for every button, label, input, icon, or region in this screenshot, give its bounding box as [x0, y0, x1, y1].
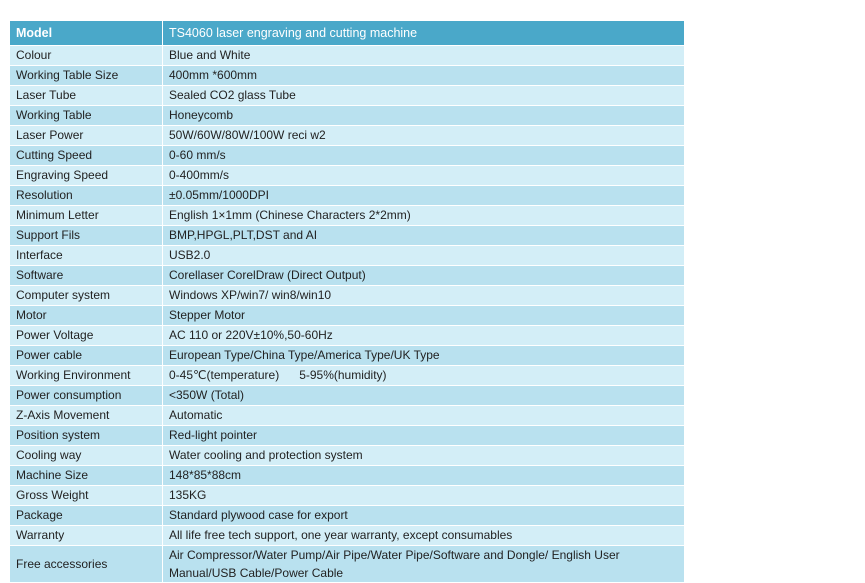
spec-value: 0-45℃(temperature) 5-95%(humidity) [163, 366, 685, 386]
table-row [10, 386, 685, 406]
table-row [10, 166, 685, 186]
table-row [10, 146, 685, 166]
spec-label: Z-Axis Movement [10, 406, 163, 426]
header-value-cell: TS4060 laser engraving and cutting machine [163, 21, 685, 46]
spec-label: Machine Size [10, 466, 163, 486]
table-row [10, 106, 685, 126]
spec-label: Package [10, 506, 163, 526]
table-row [10, 426, 685, 446]
spec-value: 0-60 mm/s [163, 146, 685, 166]
table-row [10, 46, 685, 66]
spec-value: Standard plywood case for export [163, 506, 685, 526]
spec-value: USB2.0 [163, 246, 685, 266]
table-row [10, 306, 685, 326]
spec-label: Power consumption [10, 386, 163, 406]
table-row [10, 366, 685, 386]
table-header-row [10, 21, 685, 46]
spec-value: European Type/China Type/America Type/UK Type [163, 346, 685, 366]
table-row [10, 466, 685, 486]
spec-label: Gross Weight [10, 486, 163, 506]
table-row [10, 246, 685, 266]
spec-value: Red-light pointer [163, 426, 685, 446]
spec-label: Interface [10, 246, 163, 266]
spec-label: Colour [10, 46, 163, 66]
spec-label: Free accessories [10, 546, 163, 583]
spec-label: Cooling way [10, 446, 163, 466]
spec-value: Blue and White [163, 46, 685, 66]
spec-value: 50W/60W/80W/100W reci w2 [163, 126, 685, 146]
spec-value: Stepper Motor [163, 306, 685, 326]
spec-value: 148*85*88cm [163, 466, 685, 486]
table-row [10, 546, 685, 583]
spec-value: 135KG [163, 486, 685, 506]
table-row [10, 446, 685, 466]
spec-label: Resolution [10, 186, 163, 206]
table-row [10, 486, 685, 506]
table-row [10, 326, 685, 346]
spec-value: Honeycomb [163, 106, 685, 126]
table-row [10, 406, 685, 426]
spec-label: Motor [10, 306, 163, 326]
table-row [10, 226, 685, 246]
spec-label: Power Voltage [10, 326, 163, 346]
spec-label: Software [10, 266, 163, 286]
spec-label: Working Environment [10, 366, 163, 386]
spec-label: Working Table Size [10, 66, 163, 86]
table-row [10, 186, 685, 206]
spec-label: Working Table [10, 106, 163, 126]
spec-label: Laser Tube [10, 86, 163, 106]
spec-value: 0-400mm/s [163, 166, 685, 186]
spec-label: Computer system [10, 286, 163, 306]
spec-value: Windows XP/win7/ win8/win10 [163, 286, 685, 306]
table-row [10, 66, 685, 86]
table-row [10, 506, 685, 526]
spec-value: All life free tech support, one year warranty, except consumables [163, 526, 685, 546]
table-row [10, 286, 685, 306]
spec-value: Corellaser CorelDraw (Direct Output) [163, 266, 685, 286]
spec-value: AC 110 or 220V±10%,50-60Hz [163, 326, 685, 346]
spec-value: English 1×1mm (Chinese Characters 2*2mm) [163, 206, 685, 226]
spec-label: Cutting Speed [10, 146, 163, 166]
table-row [10, 526, 685, 546]
spec-value: Automatic [163, 406, 685, 426]
spec-value: Water cooling and protection system [163, 446, 685, 466]
spec-value: Air Compressor/Water Pump/Air Pipe/Water Pipe/Software and Dongle/ English User Manual/USB Cable/Power Cable [163, 546, 685, 583]
spec-value: BMP,HPGL,PLT,DST and AI [163, 226, 685, 246]
table-row [10, 206, 685, 226]
spec-label: Laser Power [10, 126, 163, 146]
spec-value: Sealed CO2 glass Tube [163, 86, 685, 106]
spec-label: Position system [10, 426, 163, 446]
header-key-cell: Model [10, 21, 163, 46]
spec-label: Support Fils [10, 226, 163, 246]
spec-label: Minimum Letter [10, 206, 163, 226]
table-row [10, 86, 685, 106]
spec-label: Engraving Speed [10, 166, 163, 186]
spec-table [9, 20, 685, 583]
spec-value: 400mm *600mm [163, 66, 685, 86]
spec-label: Power cable [10, 346, 163, 366]
spec-value: ±0.05mm/1000DPI [163, 186, 685, 206]
table-row [10, 126, 685, 146]
spec-value: <350W (Total) [163, 386, 685, 406]
table-row [10, 266, 685, 286]
spec-label: Warranty [10, 526, 163, 546]
table-row [10, 346, 685, 366]
